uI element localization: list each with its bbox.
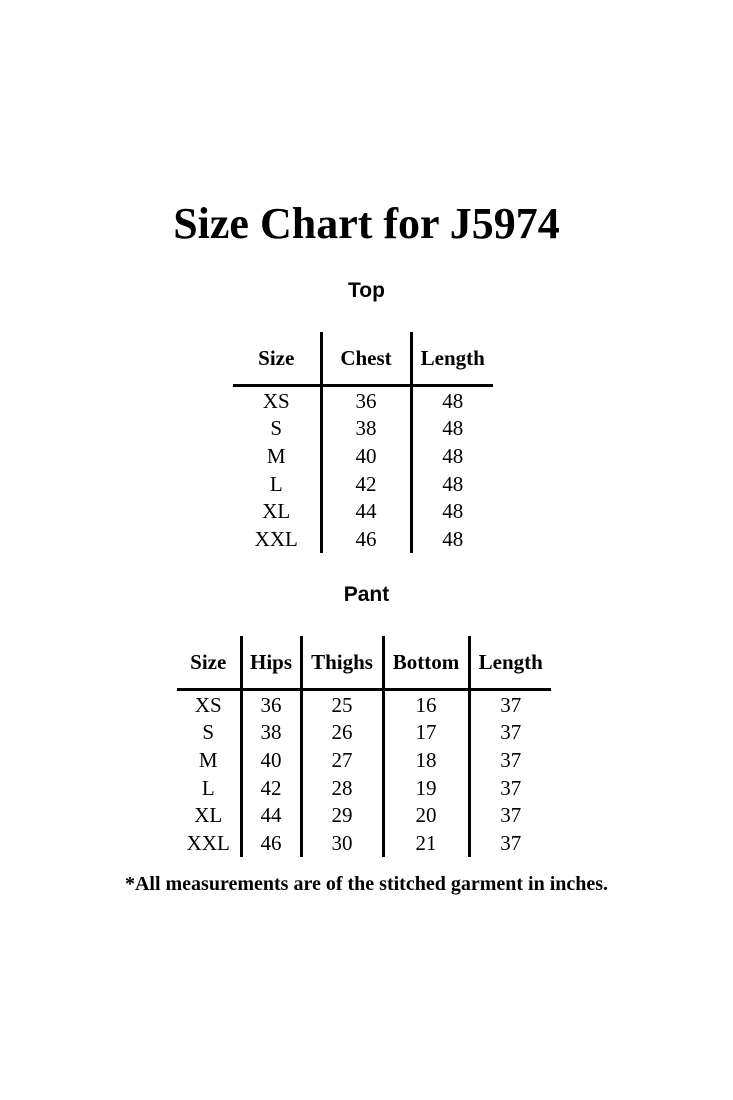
bottom-cell: 18 [383, 746, 469, 774]
table-header-row [233, 332, 493, 386]
thighs-cell: 29 [301, 801, 383, 829]
bottom-cell: 20 [383, 801, 469, 829]
thighs-cell: 27 [301, 746, 383, 774]
size-cell: XXL [254, 526, 298, 551]
size-cell: XL [194, 803, 223, 828]
column-header-size: Size [177, 636, 241, 690]
length-cell: 48 [411, 525, 493, 553]
hips-cell: 40 [241, 746, 301, 774]
top-section-heading: Top [348, 279, 385, 302]
size-cell: S [202, 720, 215, 745]
pant-size-table [177, 636, 551, 857]
table-row [177, 719, 551, 747]
length-cell: 37 [469, 774, 551, 802]
chest-cell: 42 [321, 470, 411, 498]
thighs-cell: 25 [301, 690, 383, 719]
chest-cell: 40 [321, 442, 411, 470]
length-cell: 48 [411, 386, 493, 415]
table-row [233, 386, 493, 415]
top-size-table [233, 332, 493, 553]
length-cell: 37 [469, 829, 551, 857]
length-cell: 37 [469, 746, 551, 774]
chest-cell: 38 [321, 415, 411, 443]
size-cell: L [201, 775, 215, 800]
table-row [177, 801, 551, 829]
table-row [177, 746, 551, 774]
table-row [233, 442, 493, 470]
table-row [233, 525, 493, 553]
length-cell: 48 [411, 415, 493, 443]
hips-cell: 44 [241, 801, 301, 829]
size-cell: XL [262, 499, 291, 524]
length-cell: 37 [469, 719, 551, 747]
table-row [177, 690, 551, 719]
column-header-thighs: Thighs [301, 636, 383, 690]
chest-cell: 36 [321, 386, 411, 415]
hips-cell: 38 [241, 719, 301, 747]
table-row [233, 470, 493, 498]
length-cell: 37 [469, 801, 551, 829]
column-header-bottom: Bottom [383, 636, 469, 690]
size-cell: XS [194, 692, 222, 717]
size-cell: M [198, 747, 218, 772]
size-cell: M [266, 443, 286, 468]
size-cell: L [269, 471, 283, 496]
length-cell: 48 [411, 497, 493, 525]
size-cell: S [270, 416, 283, 441]
column-header-size: Size [233, 332, 321, 386]
bottom-cell: 17 [383, 719, 469, 747]
column-header-chest: Chest [321, 332, 411, 386]
hips-cell: 46 [241, 829, 301, 857]
thighs-cell: 30 [301, 829, 383, 857]
hips-cell: 36 [241, 690, 301, 719]
length-cell: 37 [469, 690, 551, 719]
length-cell: 48 [411, 442, 493, 470]
length-cell: 48 [411, 470, 493, 498]
thighs-cell: 28 [301, 774, 383, 802]
bottom-cell: 16 [383, 690, 469, 719]
size-cell: XS [262, 388, 290, 413]
page-title: Size Chart for J5974 [173, 199, 560, 248]
measurement-footnote: *All measurements are of the stitched garment in inches. [124, 873, 609, 895]
size-cell: XXL [186, 830, 230, 855]
table-row [177, 774, 551, 802]
thighs-cell: 26 [301, 719, 383, 747]
column-header-hips: Hips [241, 636, 301, 690]
table-row [233, 415, 493, 443]
column-header-length: Length [411, 332, 493, 386]
table-row [177, 829, 551, 857]
bottom-cell: 21 [383, 829, 469, 857]
chest-cell: 44 [321, 497, 411, 525]
pant-section-heading: Pant [343, 583, 390, 606]
hips-cell: 42 [241, 774, 301, 802]
table-header-row [177, 636, 551, 690]
table-row [233, 497, 493, 525]
chest-cell: 46 [321, 525, 411, 553]
bottom-cell: 19 [383, 774, 469, 802]
column-header-length: Length [469, 636, 551, 690]
